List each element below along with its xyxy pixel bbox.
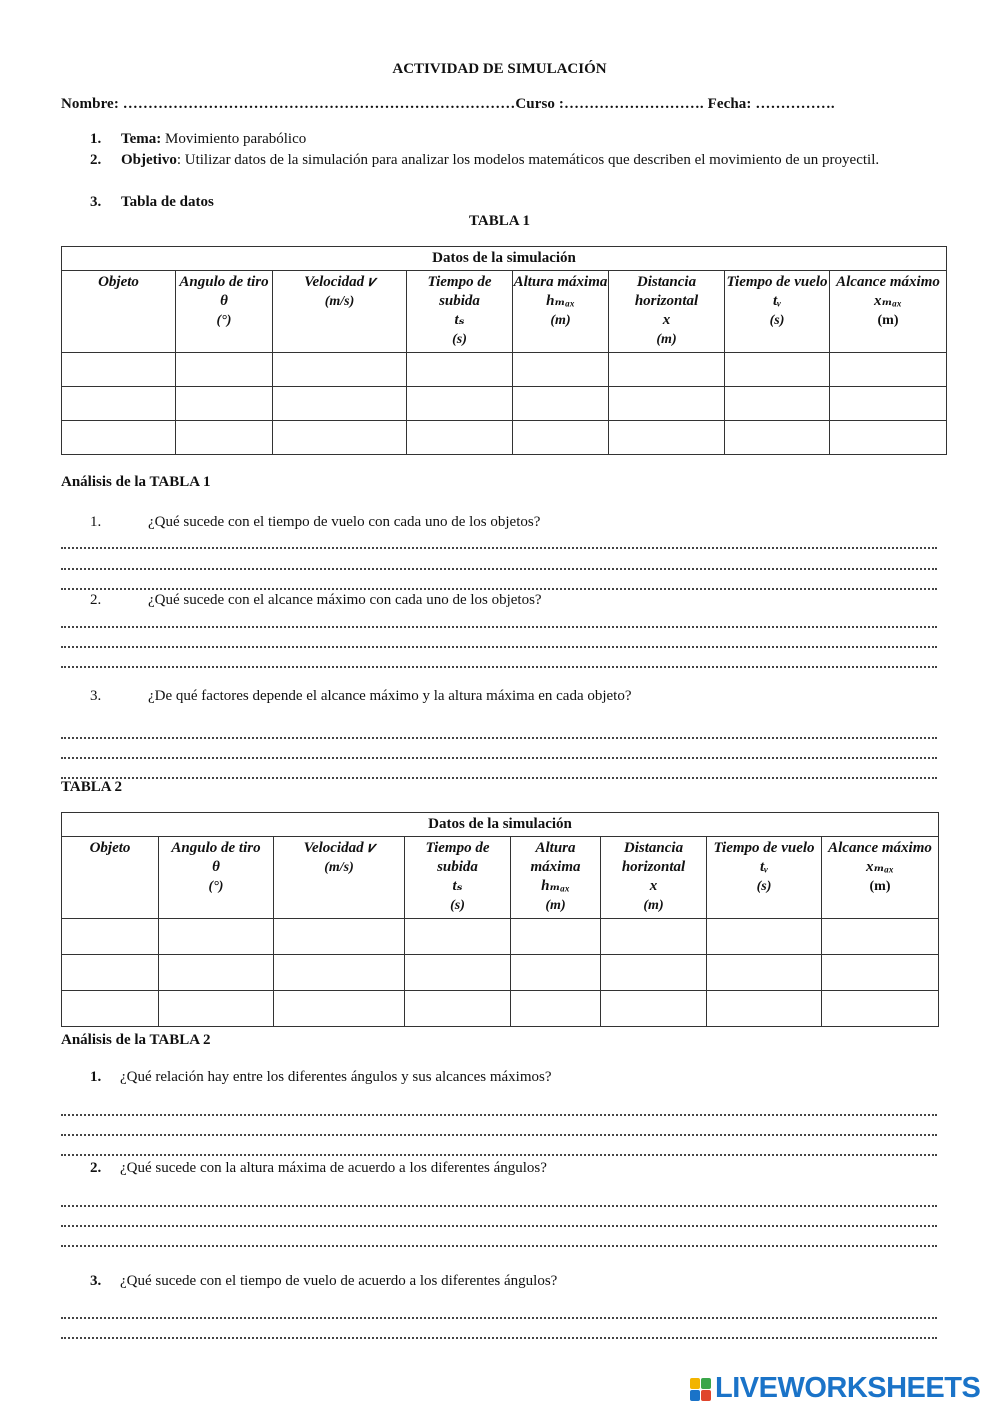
table-cell[interactable] (405, 991, 511, 1027)
question-text: ¿Qué sucede con la altura máxima de acuerdo a los diferentes ángulos? (120, 1160, 547, 1176)
table-cell[interactable] (822, 991, 939, 1027)
item-label: Tabla de datos (121, 194, 214, 210)
table-cell[interactable] (830, 421, 947, 455)
table-cell[interactable] (513, 353, 609, 387)
table-cell[interactable] (601, 991, 707, 1027)
table-header: Datos de la simulación (62, 813, 939, 837)
table-row (62, 353, 947, 387)
answer-line[interactable] (61, 636, 937, 648)
answer-line[interactable] (61, 1124, 937, 1136)
question (90, 1158, 940, 1178)
answer-line[interactable] (61, 1195, 937, 1207)
question (90, 1067, 940, 1087)
col-objeto: Objeto (62, 837, 159, 919)
table-cell[interactable] (511, 919, 601, 955)
table-cell[interactable] (176, 353, 273, 387)
item-label: Tema: (121, 131, 162, 147)
col-alcance: Alcance máximo xₘₐₓ (m) (822, 837, 939, 919)
liveworksheets-logo (690, 1372, 990, 1404)
table-cell[interactable] (830, 353, 947, 387)
col-altura: Altura máxima hₘₐₓ (m) (513, 271, 609, 353)
col-velocidad: Velocidad 𝑣 (m/s) (273, 271, 407, 353)
question-number: 2. (90, 592, 102, 608)
table-cell[interactable] (601, 955, 707, 991)
col-alcance: Alcance máximo xₘₐₓ (m) (830, 271, 947, 353)
logo-icon (690, 1378, 712, 1402)
question (90, 686, 940, 706)
answer-line[interactable] (61, 1235, 937, 1247)
table-cell[interactable] (273, 387, 407, 421)
table-cell[interactable] (274, 955, 405, 991)
answer-line[interactable] (61, 616, 937, 628)
item-objetivo (90, 150, 939, 171)
table-cell[interactable] (159, 919, 274, 955)
table-cell[interactable] (405, 919, 511, 955)
question-text: ¿Qué sucede con el tiempo de vuelo de acuerdo a los diferentes ángulos? (120, 1273, 558, 1289)
table-cell[interactable] (176, 421, 273, 455)
answer-line[interactable] (61, 558, 937, 570)
answer-line[interactable] (61, 727, 937, 739)
table-cell[interactable] (62, 955, 159, 991)
table-cell[interactable] (513, 387, 609, 421)
table-row (62, 387, 947, 421)
table-cell[interactable] (62, 353, 176, 387)
question-number: 2. (90, 1160, 102, 1176)
table-cell[interactable] (609, 353, 725, 387)
table-cell[interactable] (511, 991, 601, 1027)
question (90, 590, 940, 610)
col-altura: Altura máxima hₘₐₓ (m) (511, 837, 601, 919)
table-cell[interactable] (822, 919, 939, 955)
table-row (62, 991, 939, 1027)
item-text: Movimiento parabólico (161, 131, 307, 147)
question (90, 512, 940, 532)
question-number: 3. (90, 688, 102, 704)
table-cell[interactable] (609, 421, 725, 455)
question-number: 3. (90, 1273, 102, 1289)
table-cell[interactable] (274, 991, 405, 1027)
table-cell[interactable] (159, 955, 274, 991)
table-row (62, 955, 939, 991)
table-cell[interactable] (273, 353, 407, 387)
table-cell[interactable] (176, 387, 273, 421)
col-tiempo-subida: Tiempo de subida tₛ (s) (407, 271, 513, 353)
table-cell[interactable] (159, 991, 274, 1027)
table-cell[interactable] (830, 387, 947, 421)
col-velocidad: Velocidad 𝑣 (m/s) (274, 837, 405, 919)
logo-text: LIVEWORKSHEETS (715, 1372, 981, 1404)
question (90, 1271, 940, 1291)
col-angulo: Angulo de tiro θ (°) (176, 271, 273, 353)
table-cell[interactable] (62, 991, 159, 1027)
item-label: Objetivo (121, 152, 177, 168)
table-cell[interactable] (707, 991, 822, 1027)
table1 (61, 246, 947, 455)
col-tiempo-vuelo: Tiempo de vuelo tᵥ (s) (707, 837, 822, 919)
table-cell[interactable] (707, 919, 822, 955)
analysis2-title: Análisis de la TABLA 2 (61, 1032, 211, 1048)
analysis1-title: Análisis de la TABLA 1 (61, 474, 211, 490)
page-title: ACTIVIDAD DE SIMULACIÓN (392, 61, 607, 77)
table-cell[interactable] (601, 919, 707, 955)
col-tiempo-subida: Tiempo de subida tₛ (s) (405, 837, 511, 919)
col-distancia: Distancia horizontal x (m) (601, 837, 707, 919)
col-objeto: Objeto (62, 271, 176, 353)
answer-line[interactable] (61, 1104, 937, 1116)
table-cell[interactable] (407, 421, 513, 455)
item-number: 3. (90, 194, 102, 210)
table1-caption: TABLA 1 (469, 213, 530, 229)
item-text: : Utilizar datos de la simulación para analizar los modelos matemáticos que describen el movimiento de un proyectil. (176, 152, 880, 168)
answer-line[interactable] (61, 1327, 937, 1339)
table-cell[interactable] (62, 919, 159, 955)
table-cell[interactable] (273, 421, 407, 455)
table-cell[interactable] (407, 387, 513, 421)
table-cell[interactable] (725, 387, 830, 421)
question-text: ¿De qué factores depende el alcance máximo y la altura máxima en cada objeto? (148, 688, 632, 704)
table-cell[interactable] (511, 955, 601, 991)
question-text: ¿Qué sucede con el alcance máximo con cada uno de los objetos? (148, 592, 542, 608)
item-tema (90, 129, 939, 150)
answer-line[interactable] (61, 1215, 937, 1227)
answer-line[interactable] (61, 767, 937, 779)
table-cell[interactable] (725, 353, 830, 387)
answer-line[interactable] (61, 537, 937, 549)
question-text: ¿Qué sucede con el tiempo de vuelo con cada uno de los objetos? (148, 514, 541, 530)
item-number: 2. (90, 152, 102, 168)
table-header: Datos de la simulación (62, 247, 947, 271)
table-cell[interactable] (725, 421, 830, 455)
answer-line[interactable] (61, 656, 937, 668)
answer-line[interactable] (61, 578, 937, 590)
table-cell[interactable] (62, 421, 176, 455)
answer-line[interactable] (61, 1144, 937, 1156)
table-cell[interactable] (407, 353, 513, 387)
student-info-line[interactable]: Nombre: ……………………………………………………………………Curso :………………………. Fecha: ……………. (61, 96, 835, 112)
table-cell[interactable] (609, 387, 725, 421)
table-cell[interactable] (405, 955, 511, 991)
answer-line[interactable] (61, 747, 937, 759)
table-row (62, 421, 947, 455)
item-number: 1. (90, 131, 102, 147)
question-number: 1. (90, 1069, 102, 1085)
table-cell[interactable] (274, 919, 405, 955)
table-row (62, 919, 939, 955)
table2 (61, 812, 939, 1027)
question-text: ¿Qué relación hay entre los diferentes ángulos y sus alcances máximos? (120, 1069, 552, 1085)
col-angulo: Angulo de tiro θ (°) (159, 837, 274, 919)
table-cell[interactable] (822, 955, 939, 991)
col-tiempo-vuelo: Tiempo de vuelo tᵥ (s) (725, 271, 830, 353)
table2-caption: TABLA 2 (61, 779, 122, 795)
item-tabla (90, 192, 939, 213)
table-cell[interactable] (707, 955, 822, 991)
table-cell[interactable] (513, 421, 609, 455)
table-cell[interactable] (62, 387, 176, 421)
question-number: 1. (90, 514, 102, 530)
col-distancia: Distancia horizontal x (m) (609, 271, 725, 353)
answer-line[interactable] (61, 1307, 937, 1319)
